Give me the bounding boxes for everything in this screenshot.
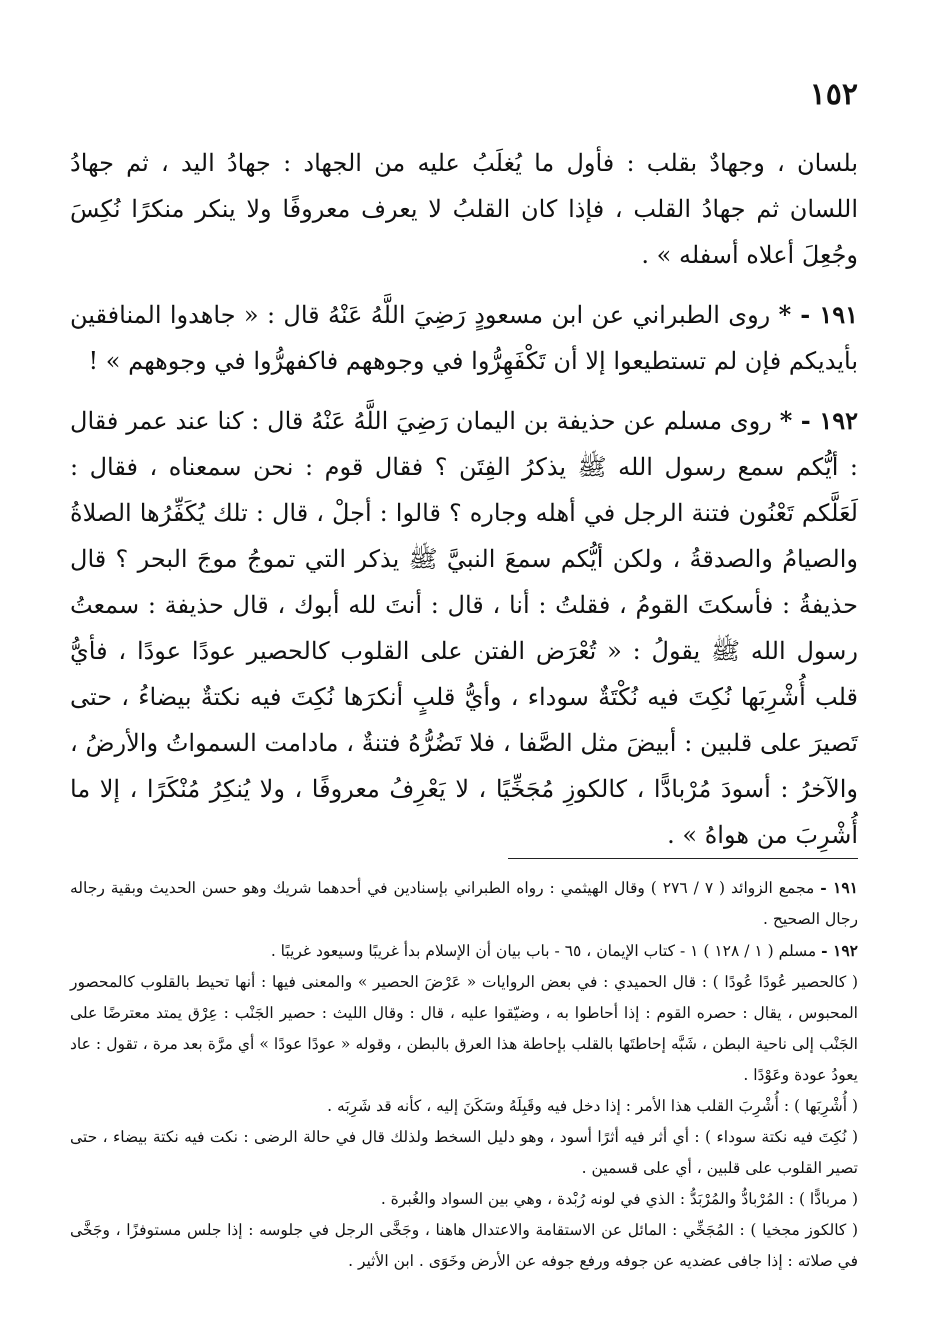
footnote-divider	[508, 858, 858, 859]
footnotes	[70, 872, 858, 1277]
paragraph-text: روى مسلم عن حذيفة بن اليمان رَضِيَ اللَّهُ عَنْهُ قال : كنا عند عمر فقال : أيُّكم سمع رسول الله ﷺ يذكرُ الفِتَن ؟ فقال قوم : نحن سمعناه ، فقال : لَعَلَّكم تَعْنُون فتنة الرجل في أهله وجاره ؟ قالوا : أجلْ ، قال : تلك يُكَفِّرُها الصلاةُ والصيامُ والصدقةُ ، ولكن أيُّكم سمعَ النبيَّ ﷺ يذكر التي تموجُ موجَ البحر ؟ قال حذيفةُ : فأسكتَ القومُ ، فقلتُ : أنا ، قال : أنتَ لله أبوك ، قال حذيفة : سمعتُ رسول الله ﷺ يقولُ : « تُعْرَض الفتن على القلوب كالحصير عودًا عودًا ، فأيُّ قلب أُشْرِبَها نُكِتَ فيه نُكْتَةٌ سوداء ، وأيُّ قلبٍ أنكرَها نُكِتَ فيه نكتةٌ بيضاءُ ، حتى تَصيرَ على قلبين : أبيضَ مثل الصَّفا ، فلا تَضُرُّهُ فتنةٌ ، مادامت السمواتُ والأرضُ ، والآخرُ : أسودَ مُرْبادًّا ، كالكوزِ مُجَخِّيًا ، لا يَعْرِفُ معروفًا ، ولا يُنكِرُ مُنْكَرًا ، إلا ما أُشْرِبَ من هواهُ » .	[70, 407, 858, 849]
footnote-text: ( كالحصير عُودًا عُودًا ) : قال الحميدي : في بعض الروايات « عَرْضَ الحصير » والمعنى فيها : أنها تحيط بالقلوب كالمحصور المحبوس ، يقال : حصره القوم : إذا أحاطوا به ، وضيّقوا عليه ، قال : وقال الليث : حصير الجَنْب : عِرْق يمتد معترضًا على الجَنْب إلى ناحية البطن ، شَبَّه إحاطتَها بالقلب بإحاطة هذا العرق بالبطن ، وقوله « عودًا عودًا » أي مرَّة بعد مرة ، تقول : عاد يعودُ عودة وعَوْدًا .	[70, 973, 858, 1084]
footnote-number: ١٩٢ -	[821, 941, 858, 960]
footnote-gloss-ushriba	[70, 1091, 858, 1122]
paragraph-hadith-191	[70, 292, 858, 384]
paragraph-text: روى الطبراني عن ابن مسعودٍ رَضِيَ اللَّهُ عَنْهُ قال : « جاهدوا المنافقين بأيديكم فإن لم تستطيعوا إلا أن تَكْفَهِرُّوا في وجوههم فاكفهرُّوا في وجوههم » !	[70, 301, 858, 375]
footnote-191	[70, 872, 858, 935]
page-number: ١٥٢	[809, 77, 858, 112]
main-text	[70, 140, 858, 872]
paragraph-text: بلسان ، وجهادٌ بقلب : فأول ما يُغلَبُ عليه من الجهاد : جهادُ اليد ، ثم جهادُ اللسان ثم جهادُ القلب ، فإذا كان القلبُ لا يعرف معروفًا ولا ينكر منكرًا نُكِسَ وجُعِلَ أعلاه أسفله » .	[70, 149, 859, 269]
footnote-text: ( كالكوز مجخيا ) : المُجَخِّي : المائل عن الاستقامة والاعتدال هاهنا ، وجَخَّى الرجل في جلوسه : إذا جلس مستوفزًا ، وجَخَّى في صلاته : إذا جافى عضديه عن جوفه ورفع جوفه عن الأرض وخَوَى . ابن الأثير .	[70, 1221, 858, 1270]
paragraph-hadith-192	[70, 398, 858, 858]
book-page	[70, 0, 858, 1342]
footnote-text: ( أُشْرِبَها ) : أُشْرِبَ القلب هذا الأمر : إذا دخل فيه وقَبِلَهُ وسَكَنَ إليه ، كأنه قد شَرِبَه .	[327, 1097, 858, 1115]
footnote-text: ( مربادًّا ) : المُرْبادُّ والمُرْبَدُّ : الذي في لونه رُبْدة ، وهي بين السواد والغُبرة .	[380, 1190, 858, 1208]
hadith-number: ١٩٢ - *	[779, 406, 858, 435]
hadith-number: ١٩١ - *	[778, 300, 858, 329]
footnote-text: ( نُكِتَ فيه نكتة سوداء ) : أي أثر فيه أثرًا أسود ، وهو دليل السخط ولذلك قال في حالة الرضى : نكت فيه نكتة بيضاء ، حتى تصير القلوب على قلبين ، أي على قسمين .	[70, 1128, 858, 1177]
footnote-text: مسلم ( ١ / ١٢٨ ) ١ - كتاب الإيمان ، ٦٥ - باب بيان أن الإسلام بدأ غريبًا وسيعود غريبًا .	[270, 942, 817, 960]
footnote-gloss-mujakhkhi	[70, 1215, 858, 1277]
footnote-number: ١٩١ -	[820, 878, 859, 897]
footnote-gloss-nukita	[70, 1122, 858, 1184]
footnote-gloss-hasir	[70, 967, 858, 1091]
paragraph-continuation	[70, 140, 858, 278]
footnote-text: مجمع الزوائد ( ٧ / ٢٧٦ ) وقال الهيثمي : رواه الطبراني بإسنادين في أحدهما شريك وهو حسن الحديث وبقية رجاله رجال الصحيح .	[70, 879, 858, 928]
footnote-192	[70, 935, 858, 967]
footnote-gloss-murbadd	[70, 1184, 858, 1215]
